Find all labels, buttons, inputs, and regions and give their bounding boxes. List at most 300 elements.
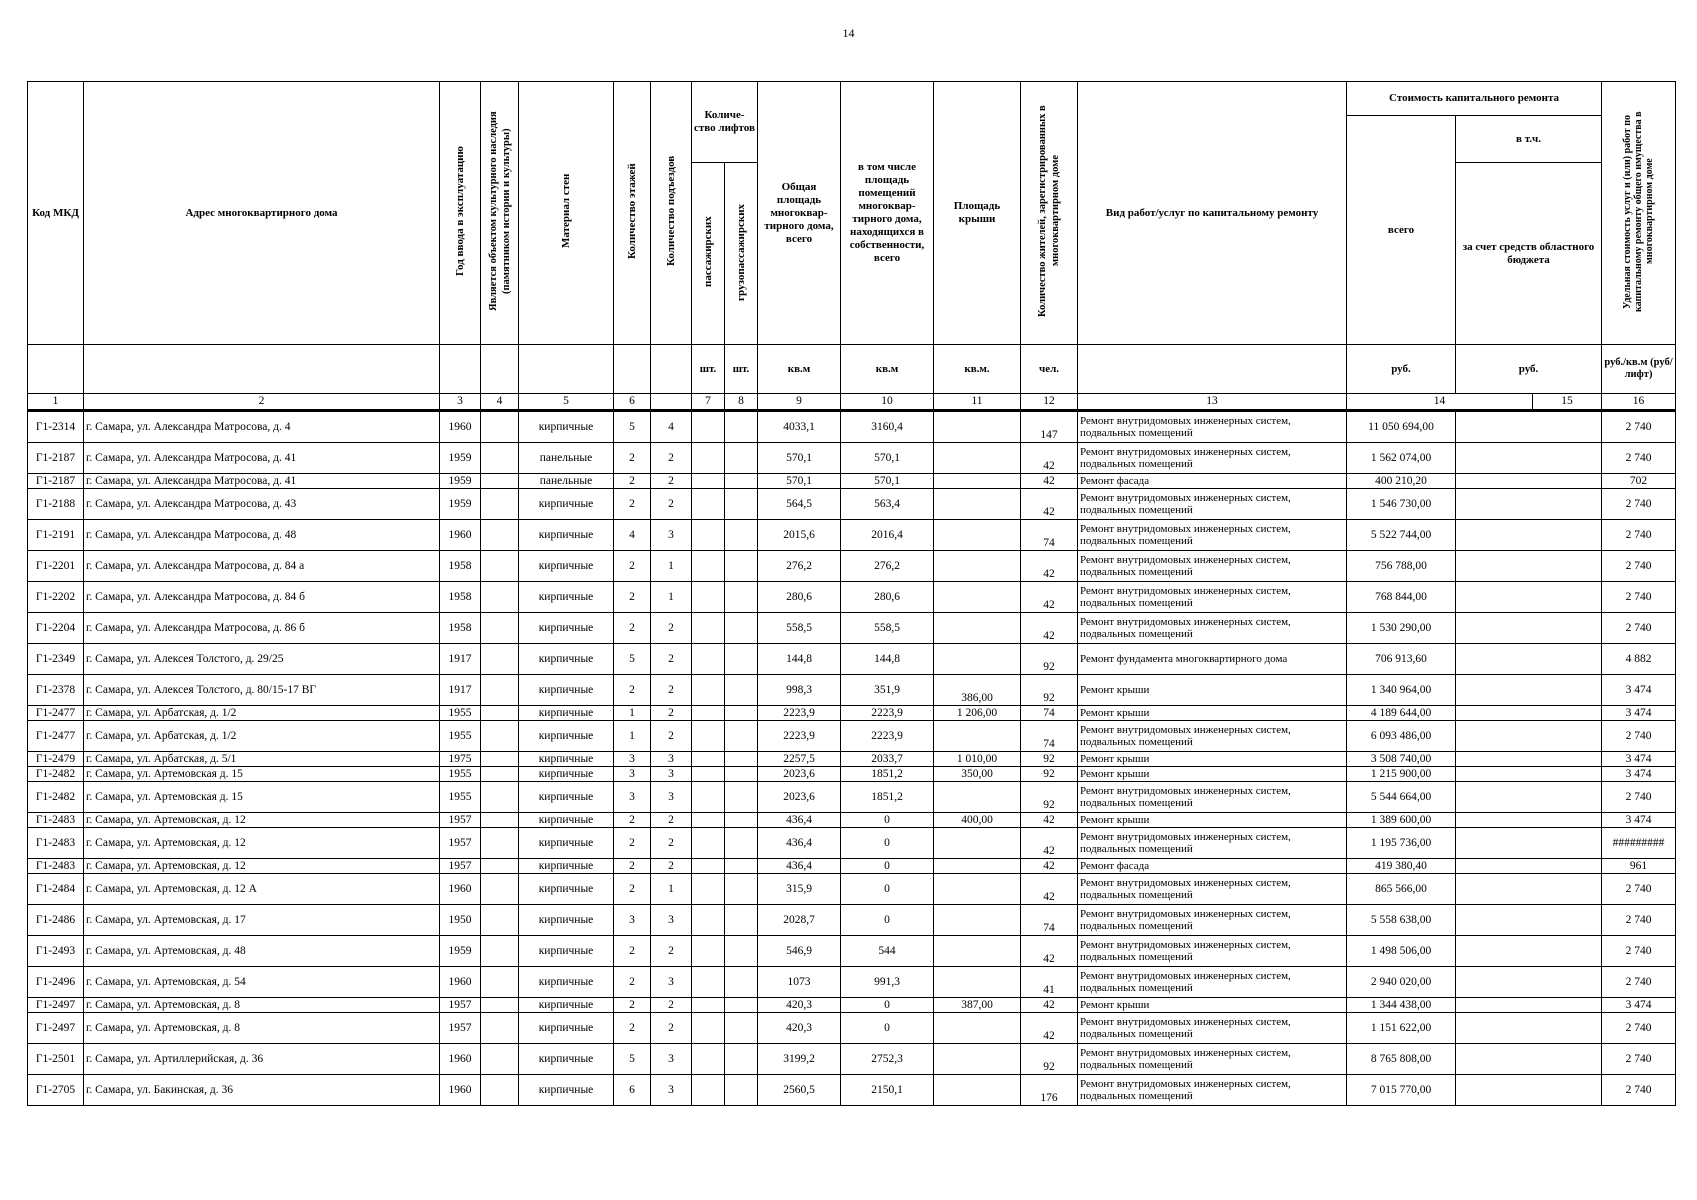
cell-work-type: Ремонт крыши	[1078, 767, 1347, 782]
column-number: 10	[841, 394, 934, 411]
cell-lifts-passenger	[692, 706, 725, 721]
cell-roof-area	[934, 474, 1021, 489]
cell-lifts-freight	[725, 782, 758, 813]
cell-address: г. Самара, ул. Артемовская д. 15	[84, 767, 440, 782]
table-row	[28, 411, 1676, 443]
table-row	[28, 474, 1676, 489]
cell-floors: 2	[614, 551, 651, 582]
cell-work-type: Ремонт фасада	[1078, 474, 1347, 489]
cell-heritage	[481, 859, 519, 874]
cell-residents: 92	[1021, 675, 1078, 706]
column-numbers-row	[28, 394, 1676, 411]
column-number: 3	[440, 394, 481, 411]
cell-cost-total: 1 195 736,00	[1347, 828, 1456, 859]
cell-cost-budget	[1456, 828, 1602, 859]
cell-floors: 3	[614, 767, 651, 782]
unit-people: чел.	[1021, 345, 1078, 394]
cell-total-area: 558,5	[758, 613, 841, 644]
cell-code: Г1-2188	[28, 489, 84, 520]
cell-unit-cost: 2 740	[1602, 443, 1676, 474]
cell-total-area: 1073	[758, 967, 841, 998]
cell-total-area: 144,8	[758, 644, 841, 675]
cell-total-area: 436,4	[758, 859, 841, 874]
cell-heritage	[481, 874, 519, 905]
cell-work-type: Ремонт крыши	[1078, 706, 1347, 721]
cell-residents: 74	[1021, 520, 1078, 551]
unit-sqm: кв.м	[841, 345, 934, 394]
cell-roof-area	[934, 1044, 1021, 1075]
cell-heritage	[481, 1013, 519, 1044]
cell-year: 1960	[440, 967, 481, 998]
table-row	[28, 613, 1676, 644]
column-number: 6	[614, 394, 651, 411]
cell-work-type: Ремонт внутридомовых инженерных систем, подвальных помещений	[1078, 411, 1347, 443]
table-row	[28, 675, 1676, 706]
cell-lifts-freight	[725, 551, 758, 582]
cell-roof-area: 400,00	[934, 813, 1021, 828]
cell-year: 1959	[440, 474, 481, 489]
cell-heritage	[481, 644, 519, 675]
cell-work-type: Ремонт внутридомовых инженерных систем, подвальных помещений	[1078, 828, 1347, 859]
table-row	[28, 874, 1676, 905]
cell-floors: 2	[614, 813, 651, 828]
cell-year: 1958	[440, 551, 481, 582]
cell-roof-area: 1 206,00	[934, 706, 1021, 721]
cell-lifts-passenger	[692, 443, 725, 474]
cell-year: 1955	[440, 706, 481, 721]
cell-entrances: 2	[651, 828, 692, 859]
cell-lifts-freight	[725, 936, 758, 967]
cell-residents: 41	[1021, 967, 1078, 998]
table-row	[28, 1013, 1676, 1044]
cell-cost-budget	[1456, 721, 1602, 752]
cell-entrances: 2	[651, 998, 692, 1013]
cell-unit-cost: 2 740	[1602, 721, 1676, 752]
cell-unit-cost: 2 740	[1602, 1013, 1676, 1044]
cell-heritage	[481, 474, 519, 489]
table-row	[28, 905, 1676, 936]
cell-owned-area: 276,2	[841, 551, 934, 582]
cell-cost-total: 1 530 290,00	[1347, 613, 1456, 644]
cell-material: кирпичные	[519, 967, 614, 998]
cell-owned-area: 0	[841, 828, 934, 859]
cell-lifts-passenger	[692, 520, 725, 551]
cell-cost-budget	[1456, 813, 1602, 828]
cell-heritage	[481, 675, 519, 706]
column-number: 8	[725, 394, 758, 411]
cell-year: 1957	[440, 998, 481, 1013]
cell-cost-total: 865 566,00	[1347, 874, 1456, 905]
cell-owned-area: 1851,2	[841, 782, 934, 813]
cell-lifts-passenger	[692, 752, 725, 767]
cell-cost-budget	[1456, 1075, 1602, 1106]
cell-roof-area: 350,00	[934, 767, 1021, 782]
cell-unit-cost: 3 474	[1602, 752, 1676, 767]
cell-address: г. Самара, ул. Артемовская, д. 17	[84, 905, 440, 936]
cell-work-type: Ремонт внутридомовых инженерных систем, подвальных помещений	[1078, 782, 1347, 813]
table-row	[28, 1075, 1676, 1106]
column-number: 5	[519, 394, 614, 411]
cell-work-type: Ремонт внутридомовых инженерных систем, подвальных помещений	[1078, 551, 1347, 582]
cell-total-area: 4033,1	[758, 411, 841, 443]
cell-heritage	[481, 998, 519, 1013]
cell-entrances: 2	[651, 813, 692, 828]
cell-cost-budget	[1456, 443, 1602, 474]
cell-unit-cost: 2 740	[1602, 551, 1676, 582]
cell-total-area: 436,4	[758, 828, 841, 859]
cell-floors: 2	[614, 489, 651, 520]
cell-owned-area: 2150,1	[841, 1075, 934, 1106]
cell-work-type: Ремонт крыши	[1078, 998, 1347, 1013]
cell-heritage	[481, 613, 519, 644]
cell-floors: 2	[614, 675, 651, 706]
cell-total-area: 2028,7	[758, 905, 841, 936]
unit-rub-sqm: руб./кв.м (руб/лифт)	[1602, 345, 1676, 394]
cell-floors: 6	[614, 1075, 651, 1106]
cell-code: Г1-2483	[28, 859, 84, 874]
cell-year: 1957	[440, 813, 481, 828]
cell-total-area: 2023,6	[758, 782, 841, 813]
column-number: 11	[934, 394, 1021, 411]
cell-year: 1917	[440, 675, 481, 706]
cell-floors: 2	[614, 582, 651, 613]
cell-lifts-freight	[725, 998, 758, 1013]
cell-unit-cost: 2 740	[1602, 905, 1676, 936]
cell-residents: 92	[1021, 1044, 1078, 1075]
cell-residents: 42	[1021, 582, 1078, 613]
cell-lifts-freight	[725, 443, 758, 474]
header-floors: Количество этажей	[625, 163, 638, 259]
cell-cost-total: 1 215 900,00	[1347, 767, 1456, 782]
cell-lifts-passenger	[692, 582, 725, 613]
cell-owned-area: 544	[841, 936, 934, 967]
cell-address: г. Самара, ул. Артемовская, д. 12	[84, 828, 440, 859]
cell-address: г. Самара, ул. Артемовская, д. 54	[84, 967, 440, 998]
cell-lifts-freight	[725, 859, 758, 874]
cell-entrances: 4	[651, 411, 692, 443]
cell-cost-budget	[1456, 411, 1602, 443]
cell-material: панельные	[519, 474, 614, 489]
cell-material: кирпичные	[519, 752, 614, 767]
cell-material: кирпичные	[519, 1013, 614, 1044]
cell-code: Г1-2482	[28, 782, 84, 813]
cell-year: 1917	[440, 644, 481, 675]
header-heritage: Является объектом культурного наследия (памятником истории и культуры)	[487, 111, 512, 311]
cell-owned-area: 0	[841, 1013, 934, 1044]
cell-material: кирпичные	[519, 874, 614, 905]
cell-unit-cost: #########	[1602, 828, 1676, 859]
cell-work-type: Ремонт внутридомовых инженерных систем, подвальных помещений	[1078, 443, 1347, 474]
column-number: 14	[1347, 394, 1533, 411]
cell-cost-budget	[1456, 613, 1602, 644]
cell-roof-area	[934, 1075, 1021, 1106]
cell-lifts-passenger	[692, 551, 725, 582]
cell-code: Г1-2477	[28, 721, 84, 752]
cell-code: Г1-2349	[28, 644, 84, 675]
cell-work-type: Ремонт внутридомовых инженерных систем, подвальных помещений	[1078, 874, 1347, 905]
cell-cost-budget	[1456, 967, 1602, 998]
cell-cost-budget	[1456, 782, 1602, 813]
header-cost-incl: в т.ч.	[1456, 116, 1602, 163]
cell-cost-total: 6 093 486,00	[1347, 721, 1456, 752]
cell-owned-area: 0	[841, 813, 934, 828]
cell-work-type: Ремонт внутридомовых инженерных систем, подвальных помещений	[1078, 613, 1347, 644]
cell-code: Г1-2378	[28, 675, 84, 706]
table-row	[28, 489, 1676, 520]
cell-lifts-passenger	[692, 613, 725, 644]
cell-cost-total: 706 913,60	[1347, 644, 1456, 675]
cell-floors: 5	[614, 644, 651, 675]
cell-residents: 42	[1021, 474, 1078, 489]
cell-code: Г1-2482	[28, 767, 84, 782]
cell-cost-budget	[1456, 752, 1602, 767]
cell-lifts-passenger	[692, 782, 725, 813]
unit-rub: руб.	[1456, 345, 1602, 394]
column-number: 4	[481, 394, 519, 411]
cell-total-area: 436,4	[758, 813, 841, 828]
cell-lifts-passenger	[692, 411, 725, 443]
cell-unit-cost: 3 474	[1602, 767, 1676, 782]
cell-code: Г1-2187	[28, 443, 84, 474]
cell-lifts-passenger	[692, 936, 725, 967]
table-row	[28, 721, 1676, 752]
cell-material: кирпичные	[519, 520, 614, 551]
cell-residents: 42	[1021, 859, 1078, 874]
cell-material: кирпичные	[519, 828, 614, 859]
unit-sqm: кв.м	[758, 345, 841, 394]
cell-residents: 42	[1021, 998, 1078, 1013]
table-row	[28, 551, 1676, 582]
cell-residents: 92	[1021, 644, 1078, 675]
cell-cost-total: 1 389 600,00	[1347, 813, 1456, 828]
cell-unit-cost: 4 882	[1602, 644, 1676, 675]
cell-residents: 42	[1021, 936, 1078, 967]
table-row	[28, 828, 1676, 859]
cell-year: 1960	[440, 411, 481, 443]
cell-lifts-passenger	[692, 874, 725, 905]
cell-roof-area: 387,00	[934, 998, 1021, 1013]
cell-code: Г1-2486	[28, 905, 84, 936]
cell-owned-area: 0	[841, 998, 934, 1013]
cell-residents: 92	[1021, 767, 1078, 782]
cell-unit-cost: 3 474	[1602, 706, 1676, 721]
cell-roof-area	[934, 443, 1021, 474]
cell-lifts-freight	[725, 905, 758, 936]
header-lifts-passenger: пассажирских	[701, 216, 714, 287]
cell-owned-area: 280,6	[841, 582, 934, 613]
cell-address: г. Самара, ул. Александра Матросова, д. 41	[84, 474, 440, 489]
cell-code: Г1-2477	[28, 706, 84, 721]
cell-roof-area	[934, 613, 1021, 644]
cell-total-area: 315,9	[758, 874, 841, 905]
cell-lifts-freight	[725, 675, 758, 706]
table-row	[28, 813, 1676, 828]
unit-rub: руб.	[1347, 345, 1456, 394]
cell-lifts-freight	[725, 1075, 758, 1106]
cell-code: Г1-2493	[28, 936, 84, 967]
cell-unit-cost: 961	[1602, 859, 1676, 874]
cell-work-type: Ремонт внутридомовых инженерных систем, подвальных помещений	[1078, 936, 1347, 967]
cell-owned-area: 0	[841, 874, 934, 905]
cell-heritage	[481, 443, 519, 474]
cell-roof-area	[934, 582, 1021, 613]
column-number	[651, 394, 692, 411]
cell-material: кирпичные	[519, 813, 614, 828]
cell-unit-cost: 2 740	[1602, 936, 1676, 967]
cell-cost-budget	[1456, 644, 1602, 675]
cell-address: г. Самара, ул. Артемовская, д. 48	[84, 936, 440, 967]
cell-code: Г1-2483	[28, 813, 84, 828]
cell-owned-area: 1851,2	[841, 767, 934, 782]
cell-cost-total: 1 546 730,00	[1347, 489, 1456, 520]
cell-entrances: 3	[651, 752, 692, 767]
cell-work-type: Ремонт внутридомовых инженерных систем, подвальных помещений	[1078, 905, 1347, 936]
cell-lifts-freight	[725, 706, 758, 721]
cell-year: 1957	[440, 1013, 481, 1044]
cell-material: кирпичные	[519, 675, 614, 706]
cell-residents: 74	[1021, 721, 1078, 752]
cell-owned-area: 2033,7	[841, 752, 934, 767]
cell-material: кирпичные	[519, 551, 614, 582]
cell-total-area: 570,1	[758, 474, 841, 489]
cell-roof-area	[934, 828, 1021, 859]
cell-work-type: Ремонт внутридомовых инженерных систем, подвальных помещений	[1078, 967, 1347, 998]
cell-lifts-passenger	[692, 828, 725, 859]
cell-residents: 42	[1021, 551, 1078, 582]
cell-lifts-freight	[725, 1044, 758, 1075]
table-row	[28, 752, 1676, 767]
cell-material: кирпичные	[519, 1075, 614, 1106]
cell-total-area: 2023,6	[758, 767, 841, 782]
unit-pcs: шт.	[692, 345, 725, 394]
cell-roof-area	[934, 644, 1021, 675]
cell-residents: 74	[1021, 905, 1078, 936]
cell-cost-budget	[1456, 859, 1602, 874]
cell-cost-budget	[1456, 905, 1602, 936]
cell-unit-cost: 2 740	[1602, 1044, 1676, 1075]
cell-floors: 4	[614, 520, 651, 551]
cell-unit-cost: 2 740	[1602, 1075, 1676, 1106]
unit-pcs: шт.	[725, 345, 758, 394]
cell-entrances: 3	[651, 520, 692, 551]
cell-work-type: Ремонт внутридомовых инженерных систем, подвальных помещений	[1078, 721, 1347, 752]
cell-work-type: Ремонт внутридомовых инженерных систем, подвальных помещений	[1078, 1013, 1347, 1044]
cell-lifts-passenger	[692, 813, 725, 828]
cell-lifts-passenger	[692, 998, 725, 1013]
cell-material: кирпичные	[519, 905, 614, 936]
cell-owned-area: 2752,3	[841, 1044, 934, 1075]
cell-heritage	[481, 489, 519, 520]
cell-cost-total: 8 765 808,00	[1347, 1044, 1456, 1075]
cell-lifts-passenger	[692, 1075, 725, 1106]
cell-cost-total: 5 522 744,00	[1347, 520, 1456, 551]
cell-heritage	[481, 1044, 519, 1075]
cell-unit-cost: 3 474	[1602, 998, 1676, 1013]
cell-code: Г1-2496	[28, 967, 84, 998]
cell-owned-area: 570,1	[841, 443, 934, 474]
table-row	[28, 644, 1676, 675]
cell-floors: 2	[614, 474, 651, 489]
cell-owned-area: 563,4	[841, 489, 934, 520]
cell-cost-budget	[1456, 1013, 1602, 1044]
cell-floors: 2	[614, 936, 651, 967]
cell-total-area: 2257,5	[758, 752, 841, 767]
cell-address: г. Самара, ул. Александра Матросова, д. 86 б	[84, 613, 440, 644]
cell-entrances: 3	[651, 1044, 692, 1075]
cell-heritage	[481, 1075, 519, 1106]
cell-year: 1960	[440, 874, 481, 905]
cell-unit-cost: 2 740	[1602, 411, 1676, 443]
cell-heritage	[481, 721, 519, 752]
header-lifts: Количе-ство лифтов	[692, 82, 758, 163]
cell-roof-area	[934, 905, 1021, 936]
cell-floors: 3	[614, 752, 651, 767]
cell-address: г. Самара, ул. Артемовская, д. 8	[84, 1013, 440, 1044]
cell-residents: 42	[1021, 1013, 1078, 1044]
cell-cost-total: 1 151 622,00	[1347, 1013, 1456, 1044]
cell-owned-area: 351,9	[841, 675, 934, 706]
cell-total-area: 2223,9	[758, 721, 841, 752]
header-work-type: Вид работ/услуг по капитальному ремонту	[1078, 82, 1347, 345]
cell-unit-cost: 2 740	[1602, 782, 1676, 813]
cell-lifts-freight	[725, 1013, 758, 1044]
cell-owned-area: 2223,9	[841, 706, 934, 721]
cell-lifts-passenger	[692, 905, 725, 936]
table-row	[28, 582, 1676, 613]
cell-total-area: 420,3	[758, 998, 841, 1013]
cell-heritage	[481, 411, 519, 443]
cell-lifts-passenger	[692, 474, 725, 489]
header-entrances: Количество подъездов	[664, 155, 677, 267]
cell-address: г. Самара, ул. Арбатская, д. 1/2	[84, 721, 440, 752]
column-number: 2	[84, 394, 440, 411]
cell-roof-area	[934, 411, 1021, 443]
header-residents: Количество жителей, зарегистрированных в многоквартирном доме	[1037, 105, 1061, 317]
cell-address: г. Самара, ул. Арбатская, д. 5/1	[84, 752, 440, 767]
cell-lifts-freight	[725, 644, 758, 675]
cell-lifts-freight	[725, 520, 758, 551]
cell-floors: 1	[614, 706, 651, 721]
cell-heritage	[481, 813, 519, 828]
cell-entrances: 2	[651, 489, 692, 520]
cell-floors: 2	[614, 874, 651, 905]
cell-cost-total: 400 210,20	[1347, 474, 1456, 489]
cell-code: Г1-2204	[28, 613, 84, 644]
cell-cost-total: 768 844,00	[1347, 582, 1456, 613]
cell-unit-cost: 2 740	[1602, 489, 1676, 520]
cell-address: г. Самара, ул. Артемовская д. 15	[84, 782, 440, 813]
cell-floors: 2	[614, 967, 651, 998]
cell-year: 1960	[440, 520, 481, 551]
cell-floors: 2	[614, 859, 651, 874]
cell-residents: 176	[1021, 1075, 1078, 1106]
cell-residents: 92	[1021, 782, 1078, 813]
cell-material: кирпичные	[519, 644, 614, 675]
cell-total-area: 3199,2	[758, 1044, 841, 1075]
cell-code: Г1-2191	[28, 520, 84, 551]
header-cost-total: всего	[1347, 116, 1456, 345]
cell-lifts-freight	[725, 874, 758, 905]
cell-address: г. Самара, ул. Артемовская, д. 12	[84, 813, 440, 828]
cell-code: Г1-2202	[28, 582, 84, 613]
cell-year: 1959	[440, 489, 481, 520]
cell-entrances: 2	[651, 1013, 692, 1044]
cell-total-area: 2560,5	[758, 1075, 841, 1106]
cell-total-area: 2223,9	[758, 706, 841, 721]
cell-unit-cost: 2 740	[1602, 582, 1676, 613]
capital-repair-table	[27, 81, 1675, 1106]
cell-work-type: Ремонт фасада	[1078, 859, 1347, 874]
